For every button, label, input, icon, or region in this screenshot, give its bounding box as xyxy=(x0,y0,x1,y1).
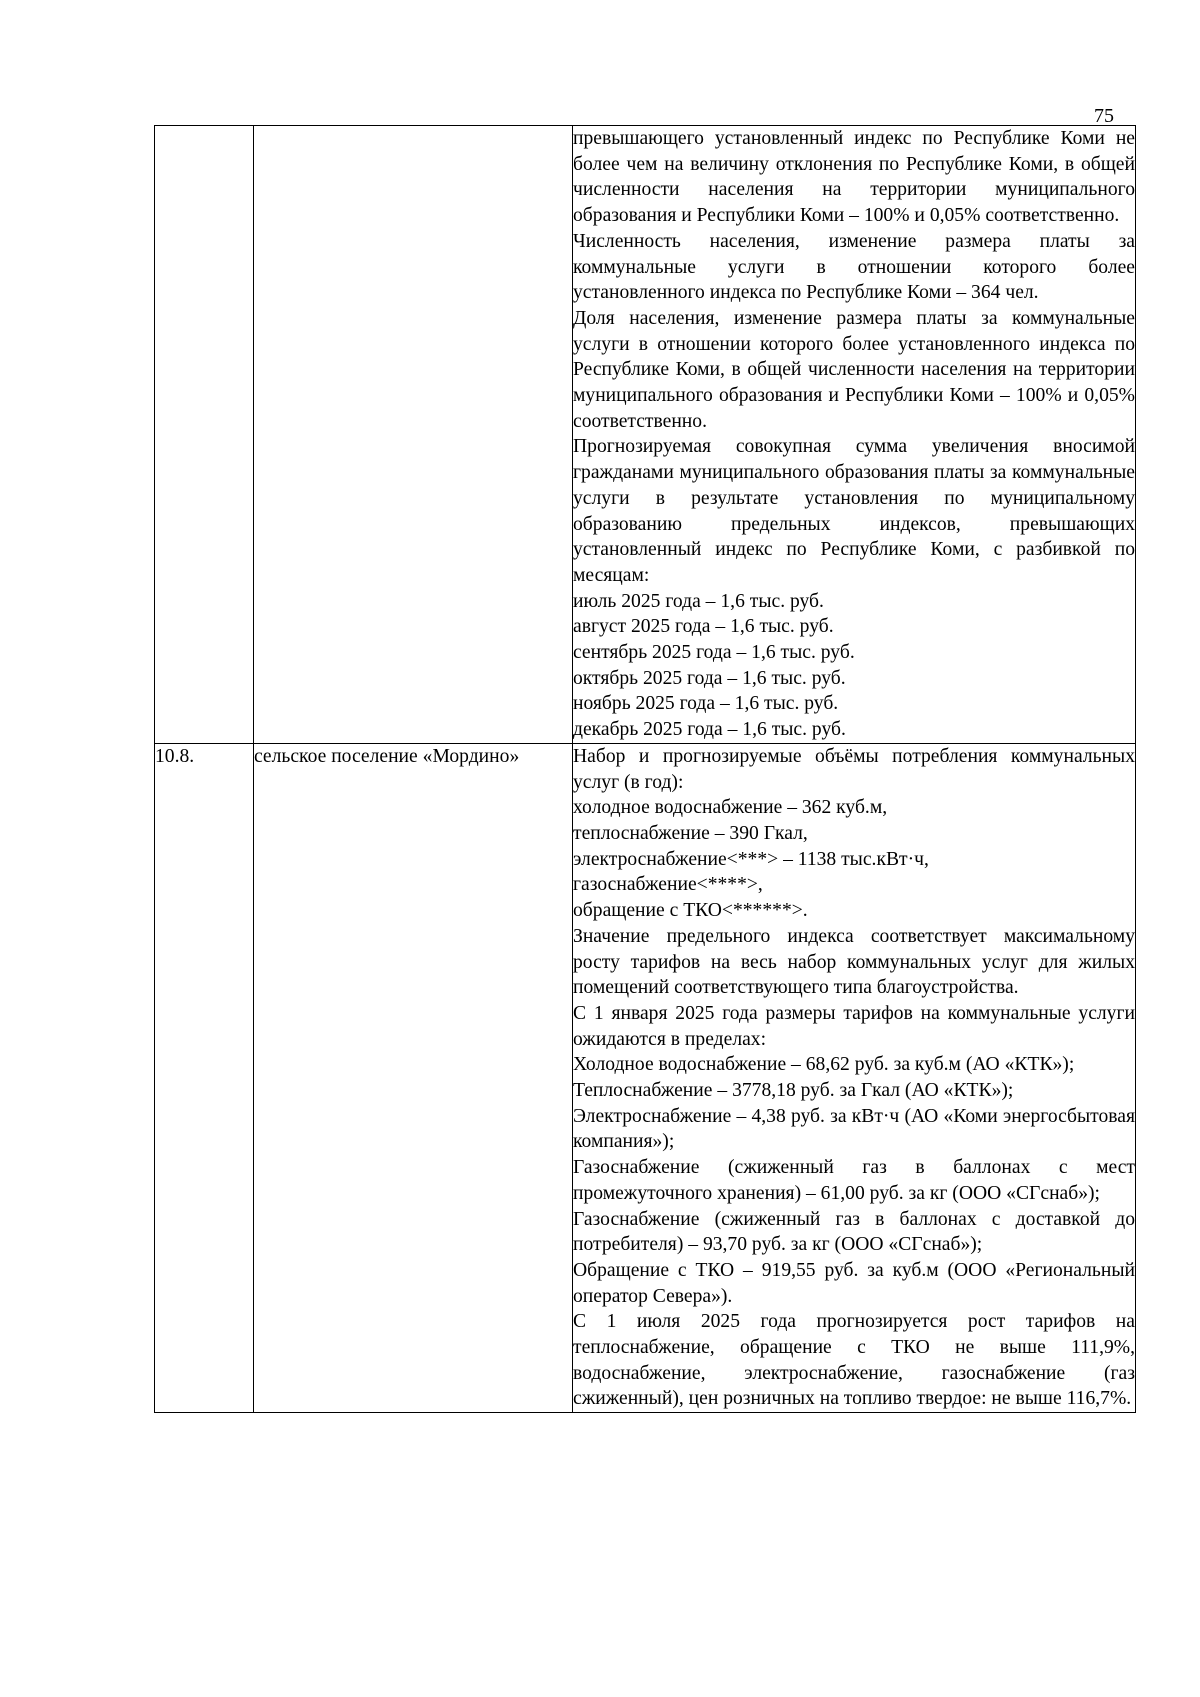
municipality-name-cell xyxy=(254,126,573,744)
description-paragraph: сентябрь 2025 года – 1,6 тыс. руб. xyxy=(573,642,855,664)
description-paragraph: превышающего установленный индекс по Республике Коми не более чем на величину отклонения по Республике Коми, в общей численности населения на территории муниципального образования и Республики Коми – 100% и 0,05% соответственно. xyxy=(573,128,1135,227)
description-paragraph: ноябрь 2025 года – 1,6 тыс. руб. xyxy=(573,693,839,715)
description-paragraph: Прогнозируемая совокупная сумма увеличения вносимой гражданами муниципального образования платы за коммунальные услуги в результате установления по муниципальному образованию предельных индексов, превышающих установленный индекс по Республике Коми, с разбивкой по месяцам: xyxy=(573,436,1135,586)
description-paragraph: холодное водоснабжение – 362 куб.м, xyxy=(573,797,888,819)
description-paragraph: октябрь 2025 года – 1,6 тыс. руб. xyxy=(573,667,846,689)
page-number: 75 xyxy=(1094,105,1114,127)
description-paragraph: Доля населения, изменение размера платы за коммунальные услуги в отношении которого более установленного индекса по Республике Коми, в общей численности населения на территории муниципального образования и Республики Коми – 100% и 0,05% соответственно. xyxy=(573,307,1135,432)
description-paragraph: Газоснабжение (сжиженный газ в баллонах с доставкой до потребителя) – 93,70 руб. за кг (ООО «СГснаб»); xyxy=(573,1208,1135,1256)
description-paragraph: Обращение с ТКО – 919,55 руб. за куб.м (ООО «Региональный оператор Севера»). xyxy=(573,1259,1135,1307)
description-paragraph: Холодное водоснабжение – 68,62 руб. за куб.м (АО «КТК»); xyxy=(573,1054,1075,1076)
municipality-name-cell: сельское поселение «Мордино» xyxy=(254,743,573,1412)
description-cell xyxy=(573,743,1136,1412)
description-paragraph: газоснабжение<****>, xyxy=(573,874,763,896)
table-row xyxy=(155,126,1136,744)
description-paragraph: Электроснабжение – 4,38 руб. за кВт·ч (АО «Коми энергосбытовая компания»); xyxy=(573,1105,1135,1153)
description-paragraph: Теплоснабжение – 3778,18 руб. за Гкал (АО «КТК»); xyxy=(573,1080,1014,1102)
description-paragraph: теплоснабжение – 390 Гкал, xyxy=(573,822,808,844)
row-number-cell: 10.8. xyxy=(155,743,254,1412)
description-paragraph: Численность населения, изменение размера платы за коммунальные услуги в отношении которого более установленного индекса по Республике Коми – 364 чел. xyxy=(573,230,1135,304)
description-paragraph: С 1 июля 2025 года прогнозируется рост тарифов на теплоснабжение, обращение с ТКО не выше 111,9%, водоснабжение, электроснабжение, газоснабжение (газ сжиженный), цен розничных на топливо твердое: не выше 116,7%. xyxy=(573,1311,1135,1410)
description-paragraph: Набор и прогнозируемые объёмы потребления коммунальных услуг (в год): xyxy=(573,745,1135,793)
row-number-cell xyxy=(155,126,254,744)
tariff-table xyxy=(154,125,1136,1413)
table-row xyxy=(155,743,1136,1412)
description-paragraph: декабрь 2025 года – 1,6 тыс. руб. xyxy=(573,719,846,741)
description-paragraph: обращение с ТКО<******>. xyxy=(573,900,808,922)
description-cell xyxy=(573,126,1136,744)
description-paragraph: июль 2025 года – 1,6 тыс. руб. xyxy=(573,590,824,612)
description-paragraph: С 1 января 2025 года размеры тарифов на коммунальные услуги ожидаются в пределах: xyxy=(573,1002,1135,1050)
description-paragraph: электроснабжение<***> – 1138 тыс.кВт·ч, xyxy=(573,848,929,870)
description-paragraph: август 2025 года – 1,6 тыс. руб. xyxy=(573,616,834,638)
description-paragraph: Значение предельного индекса соответствует максимальному росту тарифов на весь набор коммунальных услуг для жилых помещений соответствующего типа благоустройства. xyxy=(573,925,1135,999)
description-paragraph: Газоснабжение (сжиженный газ в баллонах с мест промежуточного хранения) – 61,00 руб. за кг (ООО «СГснаб»); xyxy=(573,1157,1135,1204)
